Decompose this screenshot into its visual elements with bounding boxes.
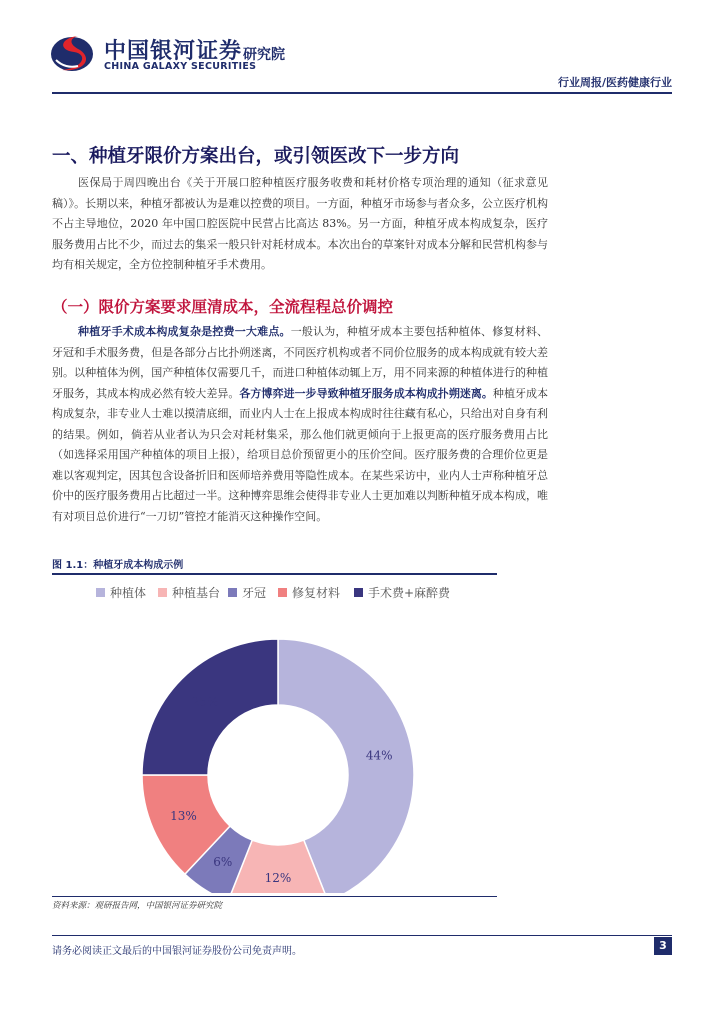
emphasis-text: 各方博弈进一步导致种植牙服务成本构成扑朔迷离。 bbox=[239, 386, 493, 400]
legend-swatch bbox=[158, 588, 167, 597]
section-title: 一、种植牙限价方案出台，或引领医改下一步方向 bbox=[52, 146, 460, 167]
donut-chart bbox=[52, 578, 497, 893]
figure-source: 资料来源：观研报告网，中国银河证券研究院 bbox=[52, 901, 223, 911]
body-text: 种植牙成本构成复杂，非专业人士难以摸清底细，而业内人士在上报成本构成时往往藏有私心，只给出对自身有利的结果。例如，倘若从业者认为只会对耗材集采，那么他们就更倾向于上报更高的医疗服务费用占比（如选择采用国产种植体的项目上报），给项目总价预留更小的压价空间。医疗服务费的合理价位更是难以客观判定，因其包含设备折旧和医师培养费用等隐性成本。在某些采访中，业内人士声称种植牙总价中的医疗服务费用占比超过一半。这种博弈思维会使得非专业人士更加难以判断种植牙成本构成，唯有对项目总价进行“一刀切”管控才能消灭这种操作空间。 bbox=[52, 386, 549, 523]
section-paragraph: 医保局于周四晚出台《关于开展口腔种植医疗服务收费和耗材价格专项治理的通知（征求意见稿）》。长期以来，种植牙都被认为是难以控费的项目。一方面，种植牙市场参与者众多，公立医疗机构不占主导地位，2020 年中国口腔医院中民营占比高达 83%。另一方面，种植牙成本构成复杂，医疗服务费用占比不少，而过去的集采一般只针对耗材成本。本次出台的草案针对成本分解和民营机构参与均有相关规定，全方位控制种植牙手术费用。 bbox=[52, 176, 548, 271]
logo-institute: 研究院 bbox=[243, 47, 285, 63]
logo-company-name: 中国银河证券 bbox=[104, 39, 243, 64]
subsection-title: （一）限价方案要求厘清成本，全流程程总价调控 bbox=[52, 298, 394, 316]
data-label: 13% bbox=[170, 808, 197, 823]
page-number: 3 bbox=[654, 937, 672, 955]
company-logo-icon bbox=[48, 30, 100, 74]
legend-swatch bbox=[96, 588, 105, 597]
data-label: 6% bbox=[213, 854, 233, 869]
chart-legend bbox=[96, 585, 451, 600]
legend-item bbox=[278, 585, 340, 600]
legend-item bbox=[158, 585, 220, 600]
figure-bottom-rule bbox=[52, 896, 497, 897]
body-text: 一般认为，种植牙成本主要包括种植体、修复材料、牙冠和手术服务费，但是各部分占比扑朔迷离，不同医疗机构或者不同价位服务的成本构成就有较大差别。以种植体为例，国产种植体仅需要几千，而进口种植体动辄上万，用不同来源的种植体进行的种植牙服务，其成本构成必然有较大差异。 bbox=[52, 325, 549, 400]
figure-top-rule bbox=[52, 573, 497, 575]
legend-label: 手术费+麻醉费 bbox=[368, 586, 451, 600]
data-label: 44% bbox=[365, 748, 393, 763]
logo-company-name-en: CHINA GALAXY SECURITIES bbox=[104, 61, 257, 72]
footer-disclaimer: 请务必阅读正文最后的中国银河证券股份公司免责声明。 bbox=[52, 946, 302, 957]
legend-item bbox=[228, 586, 266, 600]
legend-label: 牙冠 bbox=[242, 586, 267, 600]
legend-item bbox=[354, 585, 451, 600]
report-category: 行业周报/医药健康行业 bbox=[557, 76, 672, 89]
emphasis-text: 种植牙手术成本构成复杂是控费一大难点。 bbox=[78, 325, 291, 338]
footer-divider bbox=[52, 935, 672, 936]
data-label: 12% bbox=[264, 871, 292, 885]
data-label: 25% bbox=[191, 695, 219, 710]
legend-label: 种植基台 bbox=[172, 586, 221, 600]
chart-slices bbox=[142, 639, 414, 893]
legend-item bbox=[96, 585, 146, 600]
header-divider bbox=[52, 92, 672, 94]
subsection-paragraph bbox=[52, 322, 548, 527]
legend-label: 修复材料 bbox=[292, 586, 341, 600]
legend-label: 种植体 bbox=[110, 586, 147, 600]
legend-swatch bbox=[278, 588, 287, 597]
legend-swatch bbox=[228, 588, 237, 597]
legend-swatch bbox=[354, 588, 363, 597]
figure-title: 图 1.1：种植牙成本构成示例 bbox=[52, 560, 184, 571]
